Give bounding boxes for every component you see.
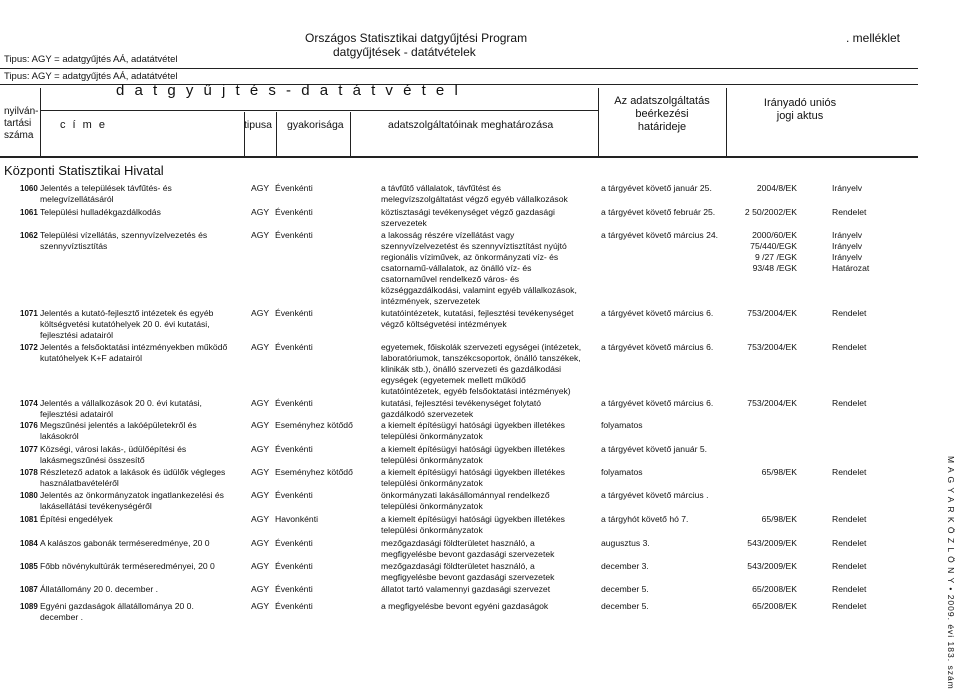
legal-act-line: 753/2004/EK [747,398,797,408]
registry-number: 1080 [20,491,38,500]
legal-act-number [737,514,797,525]
column-header-suppliers: adatszolgáltatóinak meghatározása [388,119,554,131]
legal-act-type [832,467,866,478]
survey-title [40,601,194,623]
submission-deadline: december 5. [601,584,649,594]
annex-label: . melléklet [846,31,901,45]
survey-title-line: kutatóhelyek K+F adatairól [40,353,142,363]
survey-frequency: Évenkénti [275,183,313,193]
survey-frequency: Évenkénti [275,230,313,240]
legal-act-line: 75/440/EGK [750,241,797,251]
data-suppliers-line: szennyvízelvezetést és szennyvíztisztítást nyújtó [381,241,567,251]
legal-act-type-line: Határozat [832,263,870,273]
legal-act-line: 543/2009/EK [747,538,797,548]
survey-title [40,444,186,466]
legal-act-type [832,538,866,549]
header-text: beérkezési [635,108,689,120]
data-suppliers [381,561,554,583]
legal-act-type [832,601,866,612]
legal-act-type [832,308,866,319]
registry-number: 1081 [20,515,38,524]
survey-frequency: Havonkénti [275,514,318,524]
data-suppliers-line: a távfűtő vállalatok, távfűtést és [381,183,501,193]
header-text: tartási [4,118,32,129]
registry-number: 1085 [20,562,38,571]
legal-act-type-line: Irányelv [832,252,863,262]
data-suppliers-line: szervezetek [381,218,427,228]
legal-act-type [832,207,866,218]
submission-deadline: december 5. [601,601,649,611]
survey-title-line: Jelentés a felsőoktatási intézményekben működő [40,342,228,352]
data-suppliers-line: kutatóintézetek, egyéb felsőoktatási intézmények) [381,386,571,396]
legal-act-line: 65/98/EK [761,467,797,477]
column-header-frequency: gyakorisága [287,119,344,131]
survey-title-line: Községi, városi lakás-, üdülőépítési és [40,444,187,454]
data-suppliers [381,584,550,595]
data-suppliers-line: kutatóintézetek, kutatási, fejlesztési tevékenységet [381,308,574,318]
survey-title [40,342,227,364]
survey-title-line: Építési engedélyek [40,514,113,524]
survey-frequency: Évenkénti [275,444,313,454]
tipus-legend-2: Tipus: AGY = adatgyűjtés AÁ, adatátvétel [4,71,178,82]
survey-type: AGY [251,420,270,430]
legal-act-line: 543/2009/EK [747,561,797,571]
data-suppliers-line: regionális víziművek, az önkormányzati víz- és [381,252,559,262]
survey-type: AGY [251,207,270,217]
survey-title-line: Megszűnési jelentés a lakóépületekről és [40,420,197,430]
survey-title [40,398,202,420]
legal-act-line: 753/2004/EK [747,308,797,318]
column-header-legal-act [740,97,860,123]
data-suppliers [381,230,577,307]
data-suppliers [381,183,568,205]
survey-title [40,584,158,595]
registry-number: 1089 [20,602,38,611]
submission-deadline: folyamatos [601,467,643,477]
survey-title [40,561,215,572]
legal-act-type-line: Irányelv [832,241,863,251]
legal-act-type [832,183,862,194]
legal-act-type [832,342,866,353]
document-title-line-1: Országos Statisztikai datgyűjtési Program [305,31,528,45]
data-suppliers-line: melegvízszolgáltatást végző egyéb vállalkozások [381,194,568,204]
survey-title-line: költségvetési kutatóhelyek 20 0. évi kutatási, [40,319,210,329]
legal-act-line: 2004/8/EK [756,183,797,193]
survey-type: AGY [251,601,270,611]
submission-deadline: a tárgyévet követő március 6. [601,398,714,408]
survey-frequency: Évenkénti [275,538,313,548]
survey-title [40,183,172,205]
legal-act-type-line: Rendelet [832,561,867,571]
survey-title-line: fejlesztési adatairól [40,330,114,340]
data-suppliers-line: települési önkormányzatok [381,478,483,488]
survey-type: AGY [251,514,270,524]
data-suppliers-line: a lakosság részére vízellátást vagy [381,230,515,240]
legal-act-type-line: Rendelet [832,584,867,594]
survey-title-line: A kalászos gabonák terméseredménye, 20 0 [40,538,210,548]
registry-number: 1078 [20,468,38,477]
survey-title-line: lakásellátási tevékenységéről [40,501,152,511]
header-text: határideje [637,121,687,133]
column-header-registry-number [4,106,38,142]
legal-act-line: 65/98/EK [761,514,797,524]
registry-number: 1084 [20,539,38,548]
submission-deadline: a tárgyévet követő március 6. [601,308,714,318]
survey-title-line: használatbavételéről [40,478,119,488]
data-suppliers [381,207,555,229]
data-suppliers [381,308,574,330]
submission-deadline: a tárgyévet követő február 25. [601,207,716,217]
legal-act-type-line: Rendelet [832,398,867,408]
data-suppliers-line: mezőgazdasági földterületet használó, a [381,538,535,548]
data-suppliers-line: önkormányzati lakásállománnyal rendelkező [381,490,550,500]
submission-deadline: folyamatos [601,420,643,430]
survey-title-line: Települési hulladékgazdálkodás [40,207,161,217]
survey-type: AGY [251,584,270,594]
data-suppliers-line: települési önkormányzatok [381,525,483,535]
survey-title-line: fejlesztési adatairól [40,409,114,419]
data-suppliers-line: gazdálkodó szervezetek [381,409,474,419]
registry-number: 1072 [20,343,38,352]
data-suppliers-line: intézmények, szervezetek [381,296,480,306]
legal-act-type-line: Rendelet [832,538,867,548]
registry-number: 1071 [20,309,38,318]
legal-act-number [737,207,797,218]
registry-number: 1074 [20,399,38,408]
column-header-title: c í m e [60,119,108,131]
registry-number: 1077 [20,445,38,454]
legal-act-number [737,230,797,274]
legal-act-number [737,342,797,353]
legal-act-line: 753/2004/EK [747,342,797,352]
survey-title-line: Főbb növénykultúrák terméseredményei, 20 0 [40,561,215,571]
data-suppliers-line: csatornamű-vállalatok, az önálló víz- és [381,263,532,273]
submission-deadline: a tárgyévet követő március 6. [601,342,714,352]
survey-type: AGY [251,308,270,318]
survey-frequency: Évenkénti [275,342,313,352]
survey-frequency: Évenkénti [275,601,313,611]
survey-title-line: Egyéni gazdaságok állatállománya 20 0. [40,601,194,611]
legal-act-number [737,538,797,549]
survey-title-line: Jelentés a vállalkozások 20 0. évi kutatási, [40,398,202,408]
data-suppliers-line: klinikák stb.), önálló szervezeti és gazdálkodási [381,364,562,374]
data-suppliers [381,538,554,560]
data-suppliers-line: mezőgazdasági földterületet használó, a [381,561,535,571]
survey-type: AGY [251,444,270,454]
survey-type: AGY [251,467,270,477]
survey-frequency: Évenkénti [275,207,313,217]
spaced-section-header: d a t g y ű j t é s - d a t á t v é t e l [116,82,461,99]
header-text: jogi aktus [776,110,824,122]
legal-act-type-line: Rendelet [832,514,867,524]
legal-act-number [737,584,797,595]
legal-act-type-line: Rendelet [832,467,867,477]
submission-deadline: augusztus 3. [601,538,650,548]
registry-number: 1062 [20,231,38,240]
survey-frequency: Évenkénti [275,398,313,408]
survey-type: AGY [251,490,270,500]
data-suppliers-line: a kiemelt építésügyi hatósági ügyekben illetékes [381,420,565,430]
submission-deadline: a tárgyévet követő március 24. [601,230,719,240]
legal-act-number [737,183,797,194]
registry-number: 1087 [20,585,38,594]
survey-title [40,308,213,341]
survey-title [40,538,210,549]
survey-title-line: melegvízellátásáról [40,194,114,204]
header-text: száma [4,130,34,141]
survey-type: AGY [251,230,270,240]
survey-frequency: Évenkénti [275,490,313,500]
data-suppliers [381,444,565,466]
survey-type: AGY [251,398,270,408]
survey-title-line: szennyvíztisztítás [40,241,108,251]
survey-type: AGY [251,342,270,352]
legal-act-number [737,308,797,319]
data-suppliers-line: a kiemelt építésügyi hatósági ügyekben illetékes [381,444,565,454]
survey-frequency: Eseményhez kötődő [275,467,353,477]
legal-act-number [737,467,797,478]
survey-title [40,230,207,252]
registry-number: 1060 [20,184,38,193]
survey-title [40,514,113,525]
data-suppliers-line: települési önkormányzatok [381,431,483,441]
data-suppliers-line: települési önkormányzatok [381,501,483,511]
legal-act-type-line: Rendelet [832,207,867,217]
data-suppliers-line: köztisztasági tevékenységet végző gazdasági [381,207,555,217]
survey-title-line: Jelentés a kutató-fejlesztő intézetek és egyéb [40,308,214,318]
legal-act-line: 93/48 /EGK [752,263,797,273]
legal-act-type-line: Irányelv [832,230,863,240]
column-header-deadline [600,95,724,134]
survey-title [40,467,225,489]
legal-act-number [737,398,797,409]
survey-title-line: Települési vízellátás, szennyvízelvezetés és [40,230,208,240]
survey-title-line: Állatállomány 20 0. december . [40,584,158,594]
survey-type: AGY [251,538,270,548]
survey-title-line: Jelentés a települések távfűtés- és [40,183,172,193]
survey-title [40,207,161,218]
submission-deadline: a tárgyévet követő március . [601,490,709,500]
data-suppliers-line: kutatási, fejlesztési tevékenységet folytató [381,398,542,408]
legal-act-type-line: Irányelv [832,183,863,193]
submission-deadline: december 3. [601,561,649,571]
registry-number: 1061 [20,208,38,217]
data-suppliers [381,467,565,489]
survey-title-line: december . [40,612,83,622]
data-suppliers-line: a kiemelt építésügyi hatósági ügyekben illetékes [381,514,565,524]
legal-act-line: 65/2008/EK [752,601,797,611]
header-text: Az adatszolgáltatás [614,95,710,107]
legal-act-number [737,601,797,612]
data-suppliers-line: végző költségvetési intézmények [381,319,507,329]
survey-title-line: Részletező adatok a lakások és üdülők végleges [40,467,226,477]
survey-title [40,490,224,512]
data-suppliers-line: települési önkormányzatok [381,455,483,465]
survey-title-line: Jelentés az önkormányzatok ingatlankezelési és [40,490,224,500]
legal-act-line: 2000/60/EK [752,230,797,240]
legal-act-type [832,398,866,409]
data-suppliers-line: állatot tartó valamennyi gazdasági szervezet [381,584,551,594]
side-running-text: M A G Y A R K Ö Z L Ö N Y • 2009. évi 183. szám [946,456,956,690]
data-suppliers [381,398,541,420]
survey-type: AGY [251,183,270,193]
survey-title-line: lakásmegszűnési összesítő [40,455,145,465]
document-title-line-2: datgyűjtések - datátvételek [333,45,476,59]
survey-title-line: lakásokról [40,431,79,441]
column-header-type: tipusa [244,119,273,131]
submission-deadline: a tárgyhót követő hó 7. [601,514,689,524]
legal-act-type-line: Rendelet [832,308,867,318]
data-suppliers-line: egységek (egyetemek mellett működő [381,375,526,385]
data-suppliers-line: a kiemelt építésügyi hatósági ügyekben illetékes [381,467,565,477]
data-suppliers [381,514,565,536]
legal-act-type [832,230,869,274]
section-title: Központi Statisztikai Hivatal [4,163,164,178]
legal-act-type [832,514,866,525]
legal-act-type [832,584,866,595]
data-suppliers-line: községgazdálkodási, valamint egyéb vállalkozások, [381,285,577,295]
submission-deadline: a tárgyévet követő január 25. [601,183,712,193]
legal-act-line: 9 /27 /EGK [754,252,797,262]
data-suppliers-line: megfigyelésbe bevont gazdasági szervezetek [381,549,555,559]
legal-act-line: 65/2008/EK [752,584,797,594]
legal-act-number [737,561,797,572]
legal-act-type-line: Rendelet [832,601,867,611]
data-suppliers [381,490,550,512]
survey-title [40,420,197,442]
survey-frequency: Évenkénti [275,561,313,571]
submission-deadline: a tárgyévet követő január 5. [601,444,708,454]
registry-number: 1076 [20,421,38,430]
legal-act-line: 2 50/2002/EK [744,207,797,217]
legal-act-type-line: Rendelet [832,342,867,352]
header-text: Irányadó uniós [763,97,837,109]
data-suppliers [381,420,565,442]
tipus-legend: Tipus: AGY = adatgyűjtés AÁ, adatátvétel [4,54,178,65]
data-suppliers-line: egyetemek, főiskolák szervezeti egységei (intézetek, [381,342,582,352]
data-suppliers-line: a megfigyelésbe bevont egyéni gazdaságok [381,601,549,611]
survey-type: AGY [251,561,270,571]
survey-frequency: Évenkénti [275,584,313,594]
data-suppliers [381,342,581,397]
data-suppliers-line: laboratóriumok, tanszékcsoportok, önálló tanszékek, [381,353,581,363]
survey-frequency: Eseményhez kötődő [275,420,353,430]
data-suppliers-line: csatornaművel rendelkező város- és [381,274,520,284]
survey-frequency: Évenkénti [275,308,313,318]
data-suppliers-line: megfigyelésbe bevont gazdasági szervezetek [381,572,555,582]
legal-act-type [832,561,866,572]
header-text: nyilván- [4,106,39,117]
data-suppliers [381,601,548,612]
